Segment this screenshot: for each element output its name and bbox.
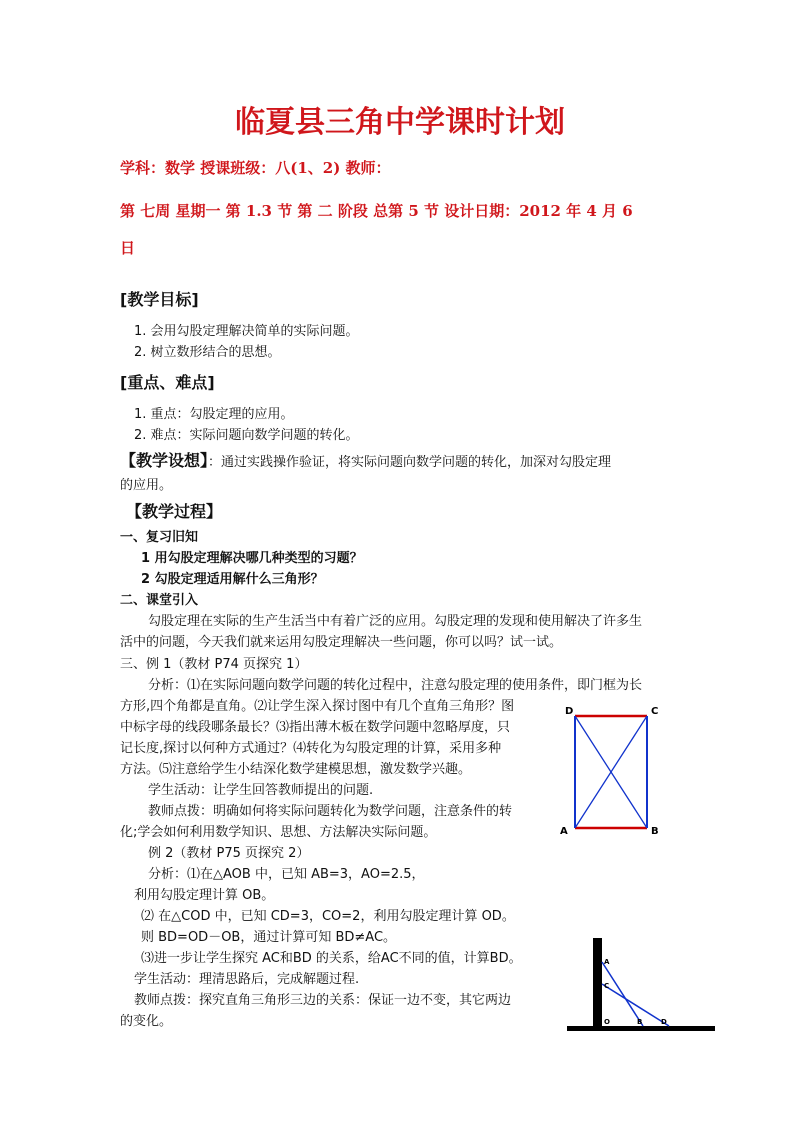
- label-d: D: [565, 706, 574, 717]
- example2-analysis: 利用勾股定理计算 OB。: [134, 888, 275, 903]
- example2-analysis: ⑵ 在△COD 中，已知 CD=3，CO=2，利用勾股定理计算 OD。: [141, 909, 515, 924]
- example2-teacher-cont: 的变化。: [120, 1014, 173, 1029]
- ladder-cd: [602, 984, 669, 1026]
- label-b: B: [651, 826, 659, 837]
- ground: [567, 1026, 715, 1031]
- review-question: 2 勾股定理适用解什么三角形？: [141, 572, 324, 587]
- example1-analysis: 中标字母的线段哪条最长？⑶指出薄木板在数学问题中忽略厚度，只: [120, 720, 511, 735]
- goal-item: 2. 树立数形结合的思想。: [134, 345, 281, 360]
- section-intro: 二、课堂引入: [120, 593, 199, 608]
- design-text-cont: 的应用。: [120, 478, 173, 493]
- example1-analysis: 方形,四个角都是直角。⑵让学生深入探讨图中有几个直角三角形？图: [120, 699, 515, 714]
- subject-line: 学科：数学 授课班级：八(1、2) 教师：: [120, 159, 391, 177]
- label-d: D: [661, 1018, 667, 1026]
- design-text: ：通过实践操作验证，将实际问题向数学问题的转化，加深对勾股定理: [208, 455, 612, 470]
- label-c: C: [604, 982, 610, 990]
- intro-text: 勾股定理在实际的生产生活当中有着广泛的应用。勾股定理的发现和使用解决了许多生: [148, 614, 643, 629]
- schedule-line-cont: 日: [120, 239, 136, 257]
- example1-student: 学生活动：让学生回答教师提出的问题.: [148, 783, 374, 798]
- keypoint-item: 2. 难点：实际问题向数学问题的转化。: [134, 428, 359, 443]
- label-a: A: [604, 958, 610, 966]
- example2-teacher: 教师点拨：探究直角三角形三边的关系：保证一边不变，其它两边: [134, 993, 512, 1008]
- ladder-figure: [565, 932, 720, 1037]
- keypoints-heading: [重点、难点]: [120, 373, 215, 392]
- page-title: 临夏县三角中学课时计划: [235, 105, 565, 140]
- label-a: A: [560, 826, 568, 837]
- example1-title: 三、例 1（教材 P74 页探究 1）: [120, 657, 308, 672]
- goal-item: 1. 会用勾股定理解决简单的实际问题。: [134, 324, 359, 339]
- example1-teacher-cont: 化;学会如何利用数学知识、思想、方法解决实际问题。: [120, 825, 437, 840]
- process-heading: 【教学过程】: [126, 502, 223, 521]
- label-b: B: [637, 1018, 643, 1026]
- wall: [593, 938, 602, 1030]
- keypoint-item: 1. 重点：勾股定理的应用。: [134, 407, 294, 422]
- example2-student: 学生活动：理清思路后，完成解题过程.: [134, 972, 360, 987]
- design-heading: 【教学设想】: [120, 451, 209, 470]
- label-o: O: [604, 1018, 610, 1026]
- example1-analysis: 分析：⑴在实际问题向数学问题的转化过程中，注意勾股定理的使用条件，即门框为长: [148, 678, 643, 693]
- door-frame-figure: [555, 700, 675, 840]
- example2-analysis: ⑶进一步让学生探究 AC和BD 的关系，给AC不同的值，计算BD。: [141, 951, 522, 966]
- section-review: 一、复习旧知: [120, 530, 199, 545]
- label-c: C: [651, 706, 659, 717]
- example1-teacher: 教师点拨：明确如何将实际问题转化为数学问题，注意条件的转: [148, 804, 513, 819]
- goals-heading: [教学目标]: [120, 290, 199, 309]
- intro-text-cont: 活中的问题，今天我们就来运用勾股定理解决一些问题，你可以吗？试一试。: [120, 635, 563, 650]
- example1-analysis: 记长度,探讨以何种方式通过？⑷转化为勾股定理的计算，采用多种: [120, 741, 502, 756]
- example2-analysis: 分析：⑴在△AOB 中，已知 AB=3，AO=2.5，: [148, 867, 425, 882]
- schedule-line: 第 七周 星期一 第 1.3 节 第 二 阶段 总第 5 节 设计日期：2012 年 4 月 6: [120, 202, 633, 220]
- example2-title: 例 2（教材 P75 页探究 2）: [148, 846, 310, 861]
- ladder-ab: [602, 962, 643, 1026]
- review-question: 1 用勾股定理解决哪几种类型的习题？: [141, 551, 363, 566]
- example1-analysis: 方法。⑸注意给学生小结深化数学建模思想，激发数学兴趣。: [120, 762, 472, 777]
- example2-analysis: 则 BD=OD－OB，通过计算可知 BD≠AC。: [141, 930, 397, 945]
